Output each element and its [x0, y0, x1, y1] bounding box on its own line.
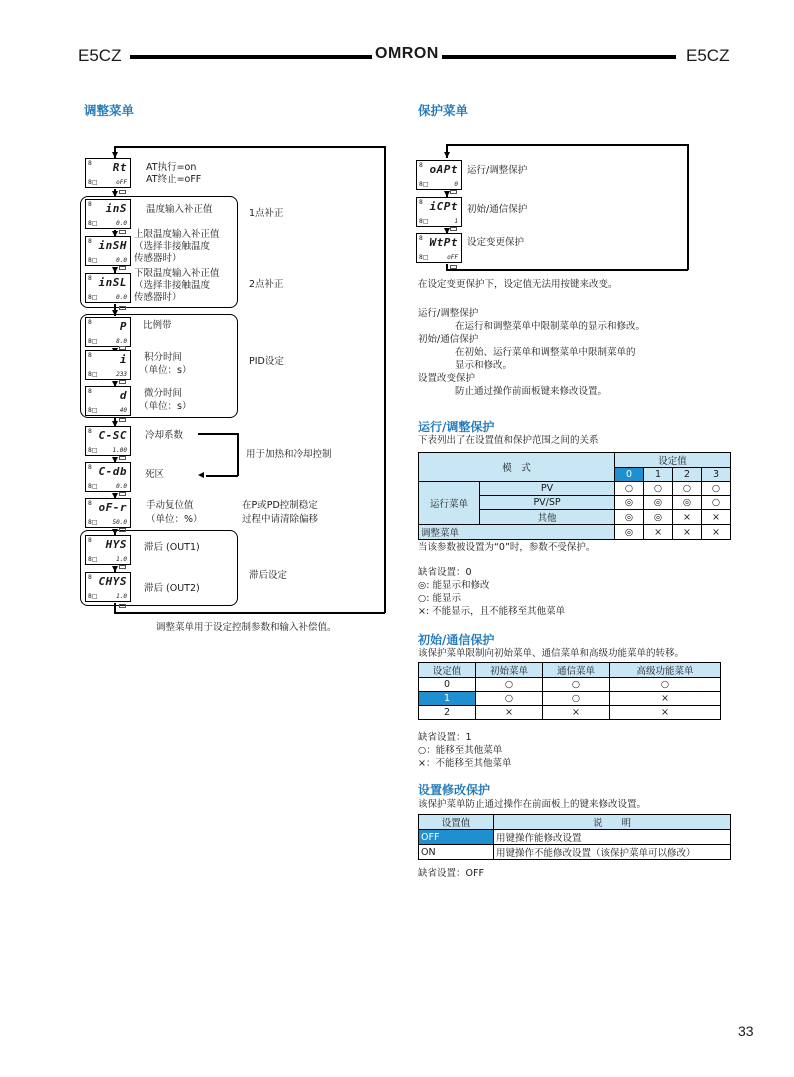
lcd-chys: 8 8□ CHYS 1.0 — [85, 572, 131, 602]
protect-menu-title: 保护菜单 — [418, 103, 469, 118]
init-protect-table: 设定值 初始菜单 通信菜单 高级功能菜单 0 ○ ○ ○ 1 ○ ○ × 2 × × × — [418, 662, 721, 720]
lcd-insh: 8 8□ inSH 0.0 — [85, 236, 131, 266]
lcd-ins: 8 8□ inS 0.0 — [85, 199, 131, 229]
lcd-csc: 8 8□ C-SC 1.00 — [85, 426, 131, 456]
lcd-oapt: 8 8□ oAPt 0 — [416, 160, 462, 190]
brand-logo: OMRON — [372, 45, 442, 63]
model-right: E5CZ — [686, 46, 730, 65]
protect-note: 在设定变更保护下，设定值无法用按键来改变。 — [418, 279, 618, 290]
op-protect-table: 模 式 设定值 0 1 2 3 运行菜单 PV ○ ○ ○ ○ PV/SP ◎ ◎ ◎ ○ 其他 ◎ ◎ × × 调整菜单 ◎ × × × — [418, 452, 731, 540]
init-protect-title: 初始/通信保护 — [418, 633, 495, 647]
lcd-ofr: 8 8□ oF-r 50.0 — [85, 498, 131, 528]
op-protect-title: 运行/调整保护 — [418, 420, 495, 434]
lcd-icpt: 8 8□ iCPt 1 — [416, 197, 462, 227]
page-number: 33 — [738, 1023, 754, 1039]
set-protect-table: 设置值 说 明 OFF 用键操作能修改设置 ON 用键操作不能修改设置（该保护菜单可以修改） — [418, 814, 731, 860]
adjust-menu-caption: 调整菜单用于设定控制参数和输入补偿值。 — [156, 622, 337, 633]
lcd-i: 8 8□ i 233 — [85, 350, 131, 380]
adjust-menu-title: 调整菜单 — [84, 103, 135, 118]
lcd-cdb: 8 8□ C-db 0.0 — [85, 462, 131, 492]
set-protect-title: 设置修改保护 — [418, 783, 491, 797]
lcd-at: 8 8□ Rt oFF — [85, 158, 131, 188]
lcd-wtpt: 8 8□ WtPt oFF — [416, 233, 462, 263]
model-left: E5CZ — [78, 46, 122, 65]
lcd-d: 8 8□ d 40 — [85, 386, 131, 416]
lcd-insl: 8 8□ inSL 0.0 — [85, 273, 131, 303]
lcd-p: 8 8□ P 8.0 — [85, 317, 131, 347]
lcd-hys: 8 8□ HYS 1.0 — [85, 535, 131, 565]
